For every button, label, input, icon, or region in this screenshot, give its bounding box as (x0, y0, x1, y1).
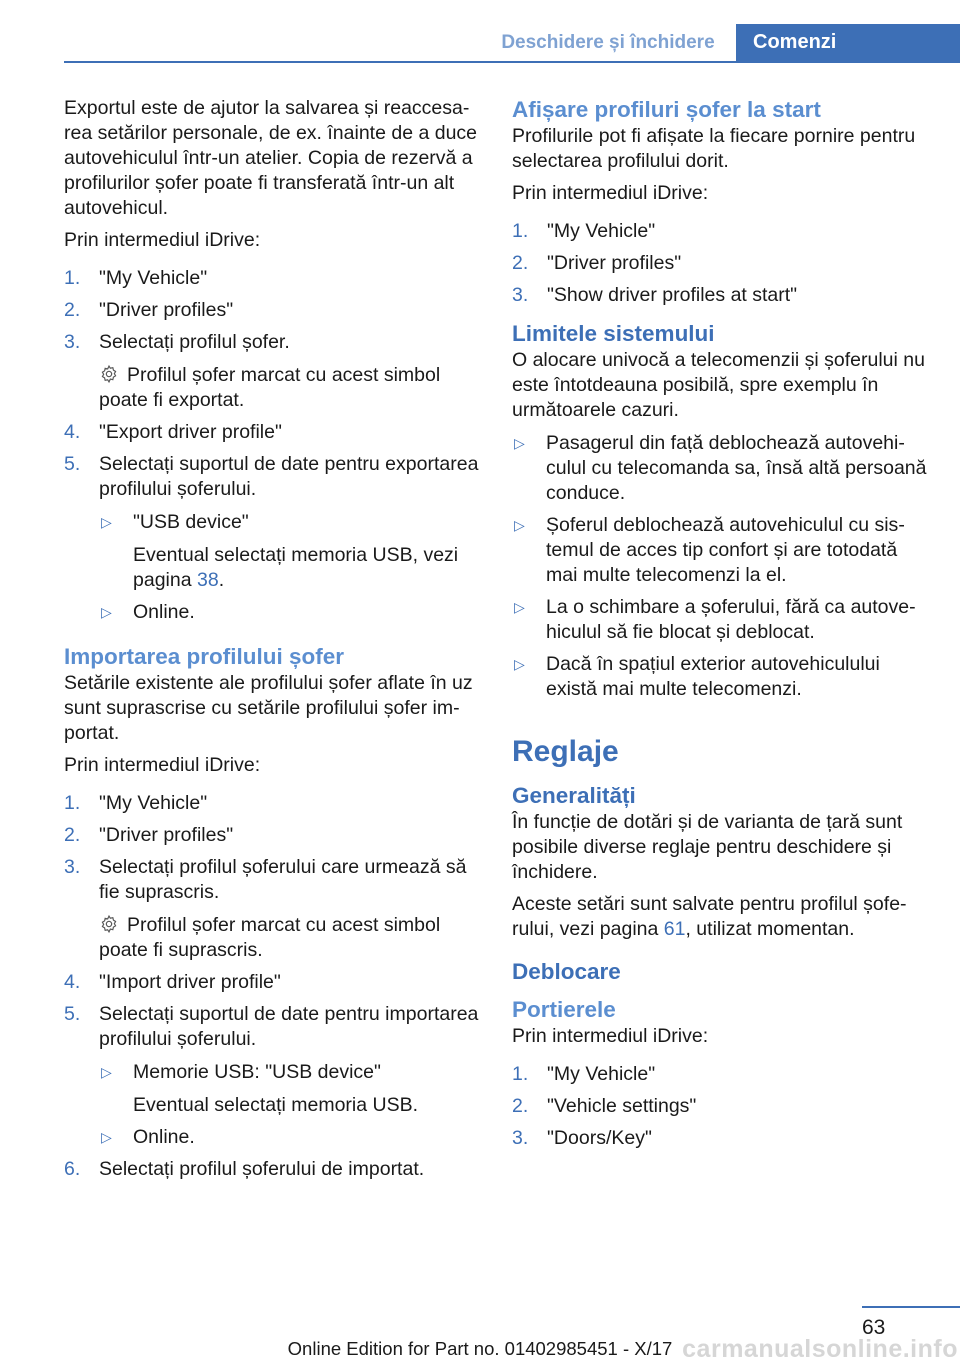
edition-footer: Online Edition for Part no. 01402985451 - X/17 (287, 1338, 673, 1359)
footer-rule (862, 1306, 960, 1308)
page-link[interactable]: 38 (196, 569, 219, 591)
chapter-heading: Reglaje (512, 735, 619, 768)
page-link[interactable]: 61 (663, 918, 686, 940)
page-number: 63 (862, 1316, 886, 1339)
step-note: Profilul șofer marcat cu acest simbol poate fi exportat. (99, 364, 441, 411)
left-column (64, 96, 480, 1189)
triangle-right-icon: ▷ (101, 1064, 112, 1080)
export-intro: Exportul este de ajutor la salvarea și reaccesarea setărilor personale, de ex. înainte de a duce autovehiculul într-un atelier. Copia de rezervă a profilurilor șofer poate fi transferată într-un alt autovehicul. (64, 97, 478, 219)
right-column (512, 96, 928, 1158)
list-item: ▷ Dacă în spațiul exterior autovehiculului există mai multe telecomenzi. (514, 653, 880, 700)
list-item: ▷ Memorie USB: "USB device" Eventual selectați memoria USB. (101, 1061, 419, 1116)
header-rule (64, 61, 960, 63)
list-item: 5. Selectați suportul de date pentru importarea profilului șoferului. ▷ Memorie USB: "USB device" Eventual selectați memoria USB. ▷ Online. (64, 1003, 479, 1148)
general-heading: Generalități (512, 783, 636, 808)
start-heading: Afișare profiluri șofer la start (512, 97, 821, 122)
gear-icon (99, 364, 119, 384)
list-item: 4. "Export driver profile" (64, 421, 282, 443)
limits-intro: O alocare univocă a telecomenzii și șoferului nu este întotdeauna posibilă, spre exemplu în următoarele cazuri. (512, 349, 925, 421)
export-steps (64, 266, 480, 625)
limits-list (512, 431, 928, 702)
door-steps (512, 1062, 928, 1151)
import-intro: Setările existente ale profilului șofer aflate în uz sunt suprascrise cu setările profilului șofer importat. (64, 672, 473, 744)
list-item: 2. "Vehicle settings" (512, 1095, 697, 1117)
import-via: Prin intermediul iDrive: (64, 754, 261, 776)
triangle-right-icon: ▷ (514, 656, 525, 672)
export-media-list (99, 510, 480, 625)
triangle-right-icon: ▷ (101, 1129, 112, 1145)
list-item: ▷ Pasagerul din față deblochează autovehiculul cu telecomanda sa, însă altă persoană conduce. (514, 432, 927, 504)
triangle-right-icon: ▷ (514, 435, 525, 451)
list-item: ▷ "USB device" Eventual selectați memoria USB, vezi pagina 38. (101, 511, 459, 591)
start-intro: Profilurile pot fi afișate la fiecare pornire pentru selectarea profilului dorit. (512, 125, 916, 172)
portiere-heading: Portierele (512, 997, 616, 1022)
list-item: 2. "Driver profiles" (64, 299, 234, 321)
list-item: 5. Selectați suportul de date pentru exportarea profilului șoferului. ▷ "USB device" Eventual selectați memoria USB, vezi pagina 38. ▷ Online. (64, 453, 479, 623)
list-item: ▷ Online. (101, 1126, 195, 1148)
import-media-list (99, 1060, 480, 1150)
limits-heading: Limitele sistemului (512, 321, 715, 346)
list-item: 6. Selectați profilul șoferului de importat. (64, 1158, 425, 1180)
triangle-right-icon: ▷ (514, 599, 525, 615)
general-text: În funcție de dotări și de varianta de țară sunt posibile diverse reglaje pentru deschidere și închidere. (512, 811, 903, 883)
triangle-right-icon: ▷ (101, 514, 112, 530)
list-item: 3. "Show driver profiles at start" (512, 284, 798, 306)
list-item: 3. Selectați profilul șofer. Profilul șofer marcat cu acest simbol poate fi exportat. (64, 330, 480, 413)
triangle-right-icon: ▷ (101, 604, 112, 620)
start-steps (512, 219, 928, 308)
start-via: Prin intermediul iDrive: (512, 182, 709, 204)
list-item: 1. "My Vehicle" (512, 1063, 656, 1085)
list-item: ▷ Online. (101, 601, 195, 623)
import-heading: Importarea profilului șofer (64, 644, 345, 669)
import-steps (64, 791, 480, 1182)
step-note: Profilul șofer marcat cu acest simbol poate fi suprascris. (99, 914, 441, 961)
section-title: Deschidere și închidere (501, 32, 715, 53)
list-item: 2. "Driver profiles" (64, 824, 234, 846)
gear-icon (99, 914, 119, 934)
export-via: Prin intermediul iDrive: (64, 229, 261, 251)
triangle-right-icon: ▷ (514, 517, 525, 533)
list-item: 1. "My Vehicle" (512, 220, 656, 242)
deblocare-heading: Deblocare (512, 959, 621, 984)
watermark: carmanualsonline.info (682, 1335, 958, 1362)
list-item: 2. "Driver profiles" (512, 252, 682, 274)
list-item: ▷ Șoferul deblochează autovehiculul cu sistemul de acces tip confort și are totodată mai multe telecomenzi la el. (514, 514, 905, 586)
portiere-via: Prin intermediul iDrive: (512, 1025, 709, 1047)
saved-text: Aceste setări sunt salvate pentru profilul șoferului, vezi pagina 61, utilizat momentan. (512, 893, 907, 940)
list-item: ▷ La o schimbare a șoferului, fără ca autovehiculul să fie blocat și deblocat. (514, 596, 916, 643)
list-item: 1. "My Vehicle" (64, 792, 208, 814)
list-item: 4. "Import driver profile" (64, 971, 281, 993)
list-item: 3. "Doors/Key" (512, 1127, 652, 1149)
chapter-tab: Comenzi (736, 24, 960, 61)
list-item: 3. Selectați profilul șoferului care urmează să fie suprascris. Profilul șofer marcat cu acest simbol poate fi suprascris. (64, 855, 480, 963)
list-item: 1. "My Vehicle" (64, 267, 208, 289)
